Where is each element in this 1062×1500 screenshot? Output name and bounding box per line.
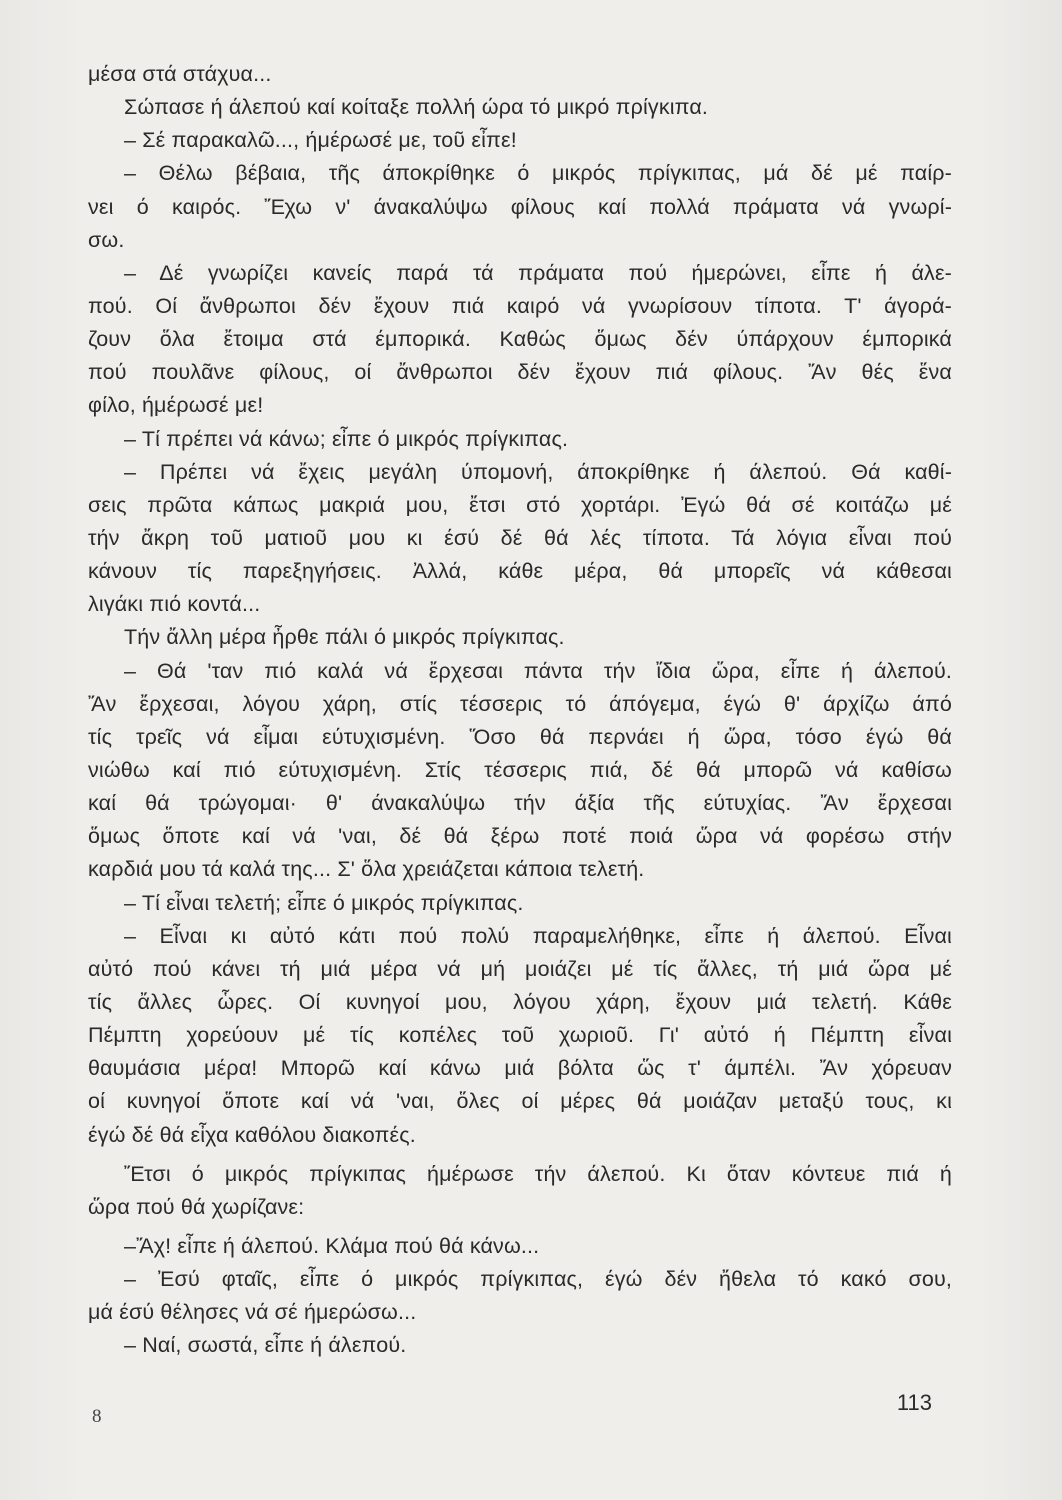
text-line: Ἄν ἔρχεσαι, λόγου χάρη, στίς τέσσερις τό άπόγεμα, έγώ θ' άρχίζω άπό xyxy=(88,691,952,716)
text-line: ζουν ὅλα ἔτοιμα στά έμπορικά. Καθώς ὅμως δέν ύπάρχουν έμπορικά xyxy=(88,327,952,352)
text-line: – Θά 'ταν πιό καλά νά ἔρχεσαι πάντα τήν ἴδια ὥρα, εἶπε ή άλεπού. xyxy=(124,658,952,683)
text-line: μέσα στά στάχυα... xyxy=(88,62,272,86)
text-line: σω. xyxy=(88,227,125,252)
text-line: Τήν ἄλλη μέρα ἦρθε πάλι ό μικρός πρίγκιπας. xyxy=(124,625,565,650)
text-line: πού πουλᾶνε φίλους, οί ἄνθρωποι δέν ἔχουν πιά φίλους. Ἄν θές ἕνα xyxy=(88,360,952,385)
text-line: νει ό καιρός. Ἔχω ν' άνακαλύψω φίλους καί πολλά πράματα νά γνωρί- xyxy=(88,194,952,219)
text-line: – Τί πρέπει νά κάνω; εἶπε ό μικρός πρίγκιπας. xyxy=(124,426,569,451)
text-line: καί θά τρώγομαι· θ' άνακαλύψω τήν άξία τῆς εύτυχίας. Ἄν ἔρχεσαι xyxy=(88,791,952,816)
page-number: 113 xyxy=(896,1390,932,1415)
text-line: – Δέ γνωρίζει κανείς παρά τά πράματα πού ήμερώνει, εἶπε ή άλε- xyxy=(124,260,952,285)
text-line: ὅμως ὅποτε καί νά 'ναι, δέ θά ξέρω ποτέ ποιά ὥρα νά φορέσω στήν xyxy=(88,824,952,849)
text-line: – Σέ παρακαλῶ..., ήμέρωσέ με, τοῦ εἶπε! xyxy=(124,128,517,153)
text-line: σεις πρῶτα κάπως μακριά μου, ἔτσι στό χορτάρι. Ἐγώ θά σέ κοιτάζω μέ xyxy=(88,492,952,517)
text-line: Σώπασε ή άλεπού καί κοίταξε πολλή ώρα τό μικρό πρίγκιπα. xyxy=(124,95,709,120)
signature-mark: 8 xyxy=(92,1406,102,1427)
text-line: οί κυνηγοί ὅποτε καί νά 'ναι, ὅλες οί μέρες θά μοιάζαν μεταξύ τους, κι xyxy=(88,1089,952,1114)
text-line: – Θέλω βέβαια, τῆς άποκρίθηκε ό μικρός πρίγκιπας, μά δέ μέ παίρ- xyxy=(124,161,952,186)
text-line: Ἔτσι ό μικρός πρίγκιπας ήμέρωσε τήν άλεπού. Κι ὅταν κόντευε πιά ή xyxy=(124,1161,952,1186)
text-line: πού. Οί ἄνθρωποι δέν ἔχουν πιά καιρό νά γνωρίσουν τίποτα. Τ' άγορά- xyxy=(88,293,952,318)
text-line: νιώθω καί πιό εύτυχισμένη. Στίς τέσσερις πιά, δέ θά μπορῶ νά καθίσω xyxy=(88,757,952,782)
text-line: λιγάκι πιό κοντά... xyxy=(88,592,261,617)
text-line: – Τί εἶναι τελετή; εἶπε ό μικρός πρίγκιπας. xyxy=(124,890,524,915)
body-text xyxy=(88,58,952,1362)
text-line: ὥρα πού θά χωρίζανε: xyxy=(88,1194,305,1219)
text-line: αὐτό πού κάνει τή μιά μέρα νά μή μοιάζει μέ τίς ἄλλες, τή μιά ὥρα μέ xyxy=(88,956,952,981)
text-line: – Πρέπει νά ἔχεις μεγάλη ύπομονή, άποκρίθηκε ή άλεπού. Θά καθί- xyxy=(124,459,952,484)
text-line: θαυμάσια μέρα! Μπορῶ καί κάνω μιά βόλτα ὥς τ' άμπέλι. Ἄν χόρευαν xyxy=(88,1056,952,1081)
text-line: – Εἶναι κι αὐτό κάτι πού πολύ παραμελήθηκε, εἶπε ή άλεπού. Εἶναι xyxy=(124,923,952,948)
text-line: τίς ἄλλες ὧρες. Οί κυνηγοί μου, λόγου χάρη, ἔχουν μιά τελετή. Κάθε xyxy=(88,989,952,1014)
text-line: –Ἄχ! εἶπε ή άλεπού. Κλάμα πού θά κάνω... xyxy=(124,1233,540,1258)
text-line: φίλο, ήμέρωσέ με! xyxy=(88,393,264,418)
text-line: τίς τρεῖς νά εἶμαι εύτυχισμένη. Ὅσο θά περνάει ή ὥρα, τόσο έγώ θά xyxy=(88,724,952,749)
text-line: Πέμπτη χορεύουν μέ τίς κοπέλες τοῦ χωριοῦ. Γι' αὐτό ή Πέμπτη εἶναι xyxy=(88,1023,952,1048)
text-line: – Ἐσύ φταῖς, εἶπε ό μικρός πρίγκιπας, έγώ δέν ἤθελα τό κακό σου, xyxy=(124,1267,952,1292)
text-line: τήν ἄκρη τοῦ ματιοῦ μου κι έσύ δέ θά λές τίποτα. Τά λόγια εἶναι πού xyxy=(88,525,952,550)
text-line: καρδιά μου τά καλά της... Σ' ὅλα χρειάζεται κάποια τελετή. xyxy=(88,857,645,882)
text-line: κάνουν τίς παρεξηγήσεις. Ἀλλά, κάθε μέρα, θά μπορεῖς νά κάθεσαι xyxy=(88,559,952,584)
text-line: έγώ δέ θά εἶχα καθόλου διακοπές. xyxy=(88,1122,416,1147)
text-line: – Ναί, σωστά, εἶπε ή άλεπού. xyxy=(124,1333,407,1358)
text-line: μά έσύ θέλησες νά σέ ήμερώσω... xyxy=(88,1300,417,1325)
